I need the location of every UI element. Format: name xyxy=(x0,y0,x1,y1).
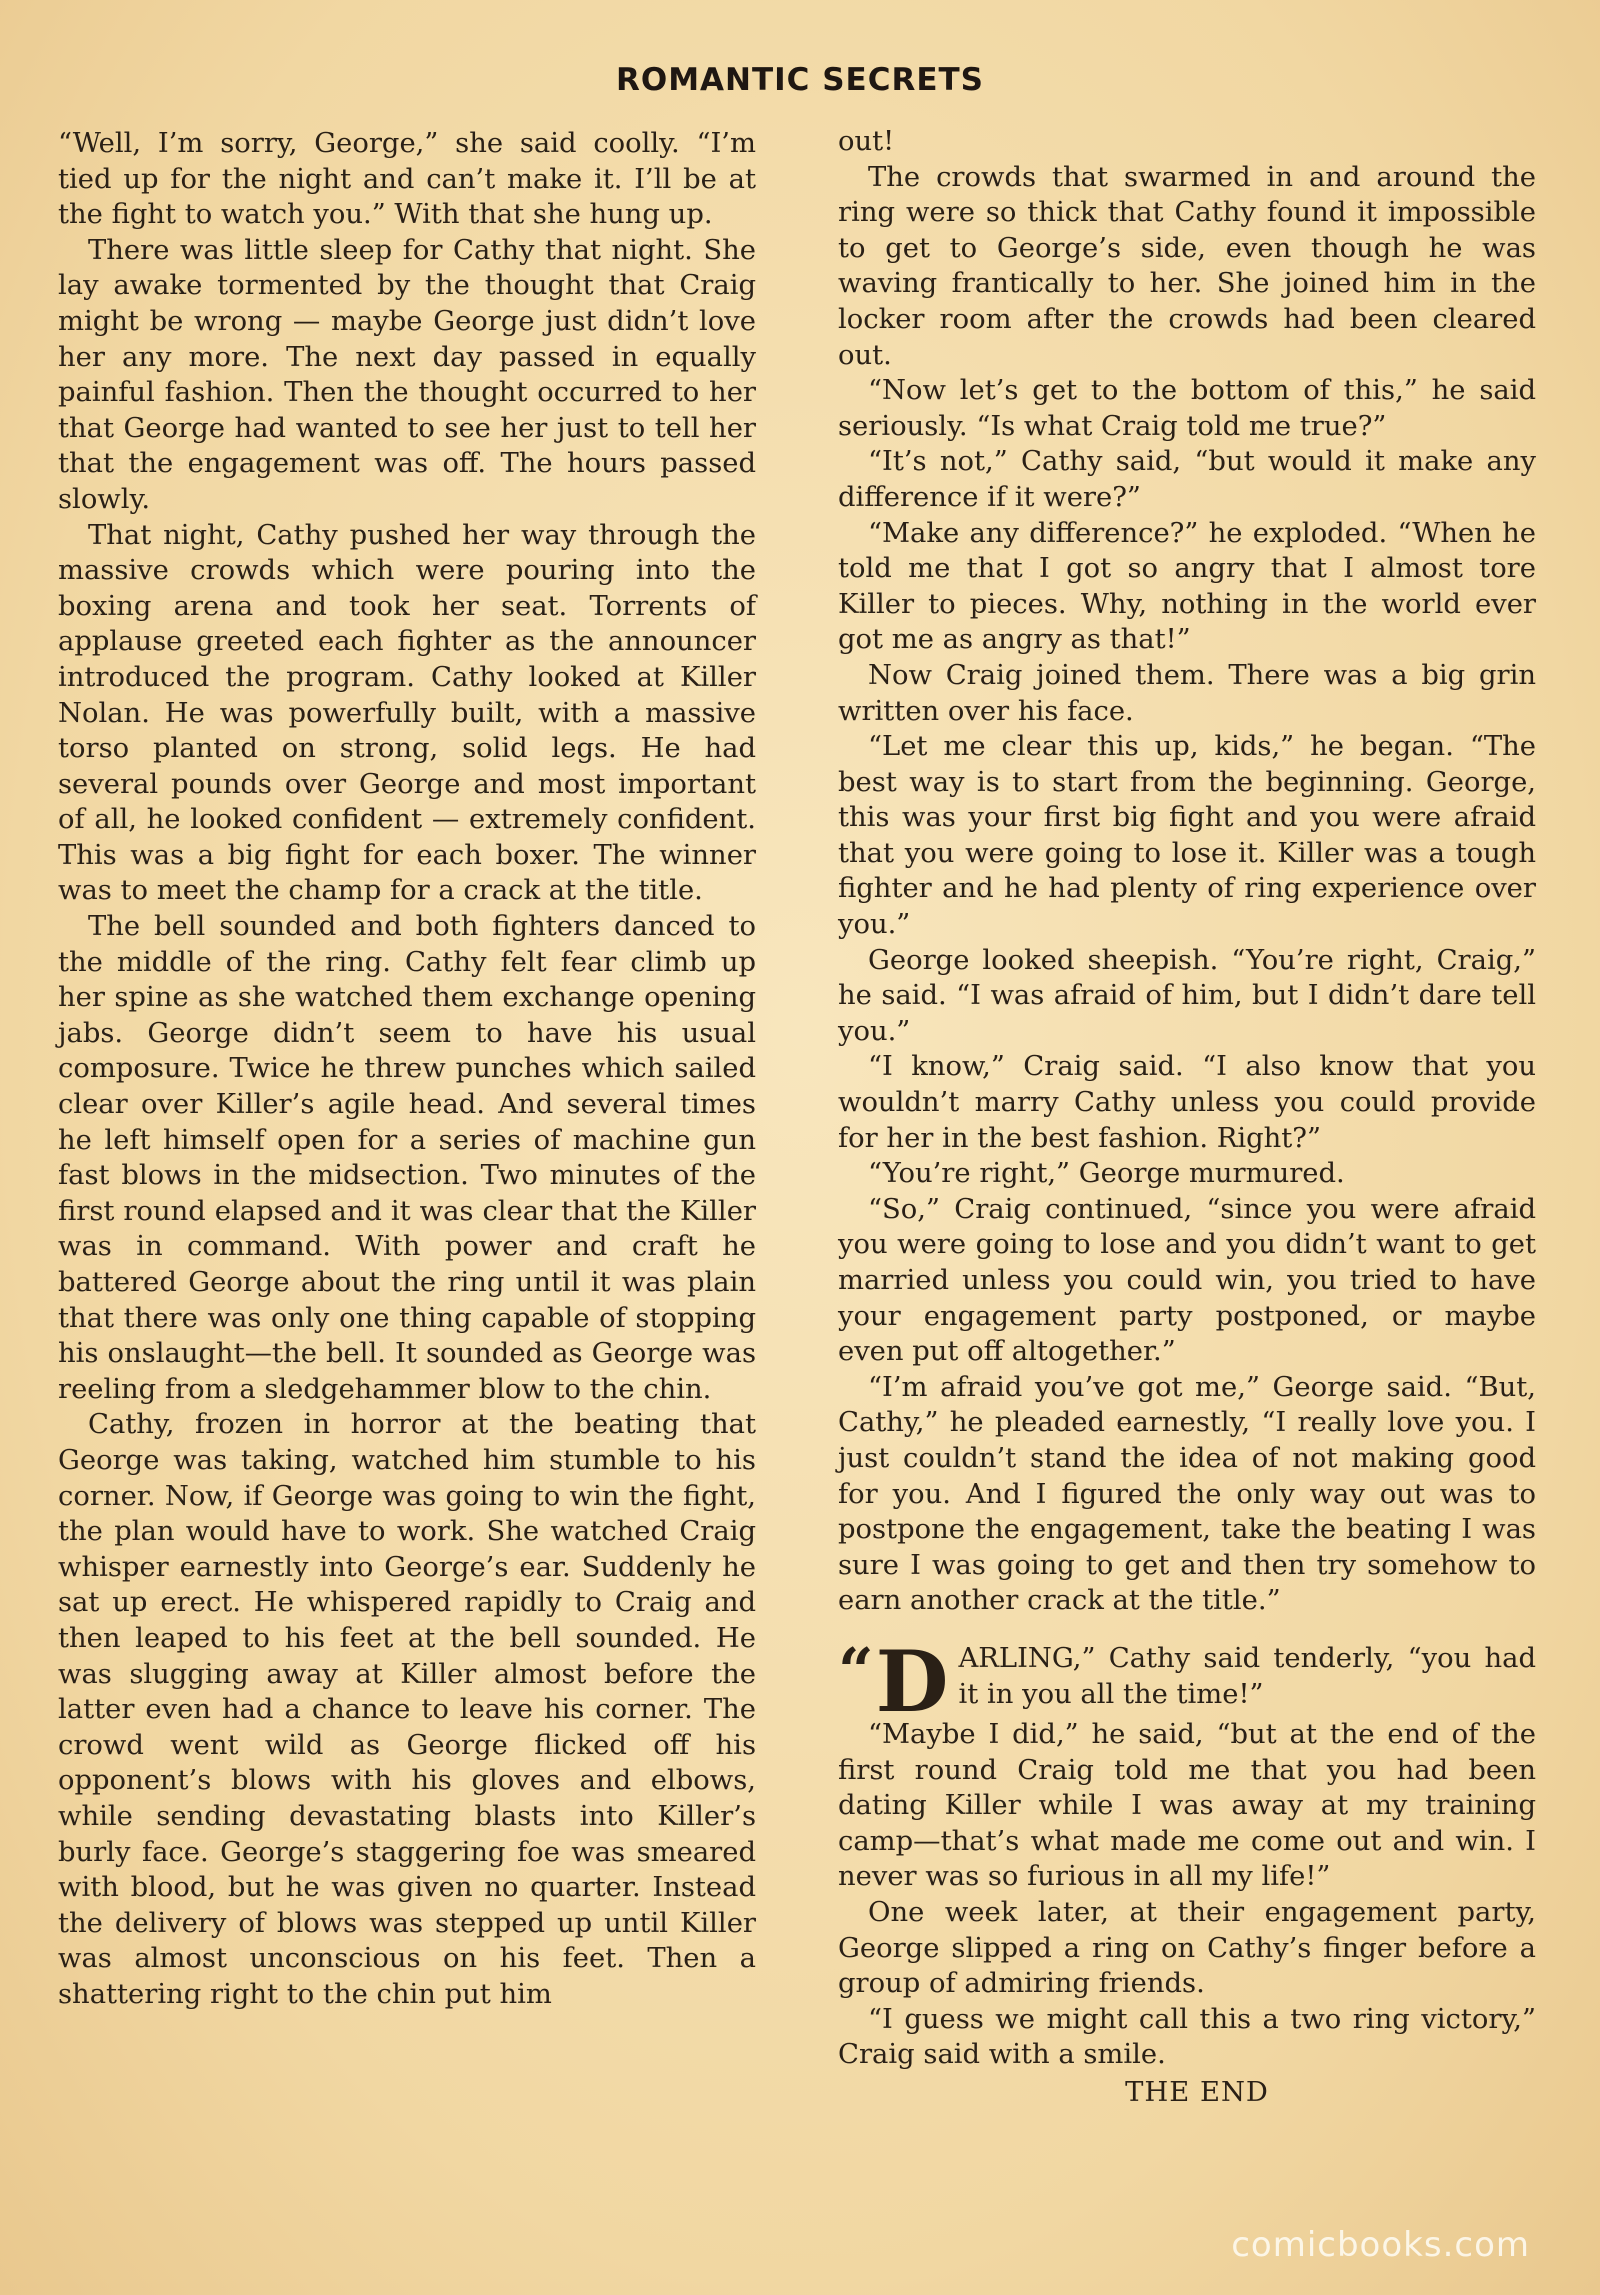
story-paragraph: “It’s not,” Cathy said, “but would it make any difference if it were?” xyxy=(838,446,1536,513)
page-header-title: ROMANTIC SECRETS xyxy=(615,62,984,98)
continuation-text: out! xyxy=(838,126,895,157)
story-paragraph: That night, Cathy pushed her way through the massive crowds which were pouring into the boxing arena and took her seat. Torrents of applause greeted each fighter as the announcer introduced the program. Cathy looked at Killer Nolan. He was powerfully built, with a massive torso planted on strong, solid legs. He had several pounds over George and most important of all, he looked confident — extremely confident. This was a big fight for each boxer. The winner was to meet the champ for a crack at the title. xyxy=(58,519,756,907)
dropcap-quote-mark: “ xyxy=(838,1633,874,1707)
story-paragraph: “Make any difference?” he exploded. “When he told me that I got so angry that I almost tore Killer to pieces. Why, nothing in the world ever got me as angry as that!” xyxy=(838,517,1536,656)
story-paragraph: George looked sheepish. “You’re right, Craig,” he said. “I was afraid of him, but I didn’t dare tell you.” xyxy=(838,944,1536,1047)
site-watermark: comicbooks.com xyxy=(1231,2225,1530,2265)
story-paragraph: “I’m afraid you’ve got me,” George said. “But, Cathy,” he pleaded earnestly, “I really love you. I just couldn’t stand the idea of not making good for you. And I figured the only way out was to postpone the engagement, take the beating I was sure I was going to get and then try somehow to earn another crack at the title.” xyxy=(838,1371,1536,1617)
story-paragraph: “You’re right,” George murmured. xyxy=(868,1158,1345,1190)
dropcap-text: ARLING,” Cathy said tenderly, “you had it in you all the time!” xyxy=(958,1642,1536,1710)
dropcap-paragraph xyxy=(838,1631,1536,1731)
dropcap-letter: D xyxy=(875,1631,949,1731)
story-paragraph: Cathy, frozen in horror at the beating that George was taking, watched him stumble to his corner. Now, if George was going to win the fight, the plan would have to work. She watched Craig whisper earnestly into George’s ear. Suddenly he sat up erect. He whispered rapidly to Craig and then leaped to his feet at the bell sounded. He was slugging away at Killer almost before the latter even had a chance to leave his corner. The crowd went wild as George flicked off his opponent’s blows with his gloves and elbows, while sending devastating blasts into Killer’s burly face. George’s staggering foe was smeared with blood, but he was given no quarter. Instead the delivery of blows was stepped up until Killer was almost unconscious on his feet. Then a shattering right to the chin put him xyxy=(58,1409,756,2010)
left-text-column xyxy=(58,126,756,2012)
story-paragraph: “I know,” Craig said. “I also know that you wouldn’t marry Cathy unless you could provide for her in the best fashion. Right?” xyxy=(838,1051,1536,1154)
story-paragraph: “Well, I’m sorry, George,” she said coolly. “I’m tied up for the night and can’t make it. I’ll be at the fight to watch you.” With that she hung up. xyxy=(58,128,756,231)
story-paragraph: The crowds that swarmed in and around the ring were so thick that Cathy found it impossible to get to George’s side, even though he was waving frantically to her. She joined him in the locker room after the crowds had been cleared out. xyxy=(838,161,1536,371)
dropcap-block xyxy=(838,1631,949,1731)
story-paragraph: “Let me clear this up, kids,” he began. “The best way is to start from the beginning. George, this was your first big fight and you were afraid that you were going to lose it. Killer was a tough fighter and he had plenty of ring experience over you.” xyxy=(838,731,1536,941)
the-end-label: THE END xyxy=(1125,2076,1269,2108)
story-paragraph: “Now let’s get to the bottom of this,” he said seriously. “Is what Craig told me true?” xyxy=(838,375,1536,442)
story-paragraph: One week later, at their engagement party, George slipped a ring on Cathy’s finger before a group of admiring friends. xyxy=(838,1896,1536,2000)
right-text-column xyxy=(838,124,1536,2110)
story-paragraph: “Maybe I did,” he said, “but at the end of the first round Craig told me that you had been dating Killer while I was away at my training camp—that’s what made me come out and win. I never was so furious in all my life!” xyxy=(838,1718,1536,1893)
story-paragraph: There was little sleep for Cathy that night. She lay awake tormented by the thought that Craig might be wrong — maybe George just didn’t love her any more. The next day passed in equally painful fashion. Then the thought occurred to her that George had wanted to see her just to tell her that the engagement was off. The hours passed slowly. xyxy=(58,234,756,515)
story-paragraph: “I guess we might call this a two ring victory,” Craig said with a smile. xyxy=(838,2003,1536,2071)
story-paragraph: “So,” Craig continued, “since you were afraid you were going to lose and you didn’t want to get married unless you could win, you tried to have your engagement party postponed, or maybe even put off altogether.” xyxy=(838,1193,1536,1368)
story-paragraph: Now Craig joined them. There was a big grin written over his face. xyxy=(838,659,1536,727)
story-paragraph: The bell sounded and both fighters danced to the middle of the ring. Cathy felt fear climb up her spine as she watched them exchange opening jabs. George didn’t seem to have his usual composure. Twice he threw punches which sailed clear over Killer’s agile head. And several times he left himself open for a series of machine gun fast blows in the midsection. Two minutes of the first round elapsed and it was clear that the Killer was in command. With power and craft he battered George about the ring until it was plain that there was only one thing capable of stopping his onslaught—the bell. It sounded as George was reeling from a sledgehammer blow to the chin. xyxy=(58,911,756,1405)
